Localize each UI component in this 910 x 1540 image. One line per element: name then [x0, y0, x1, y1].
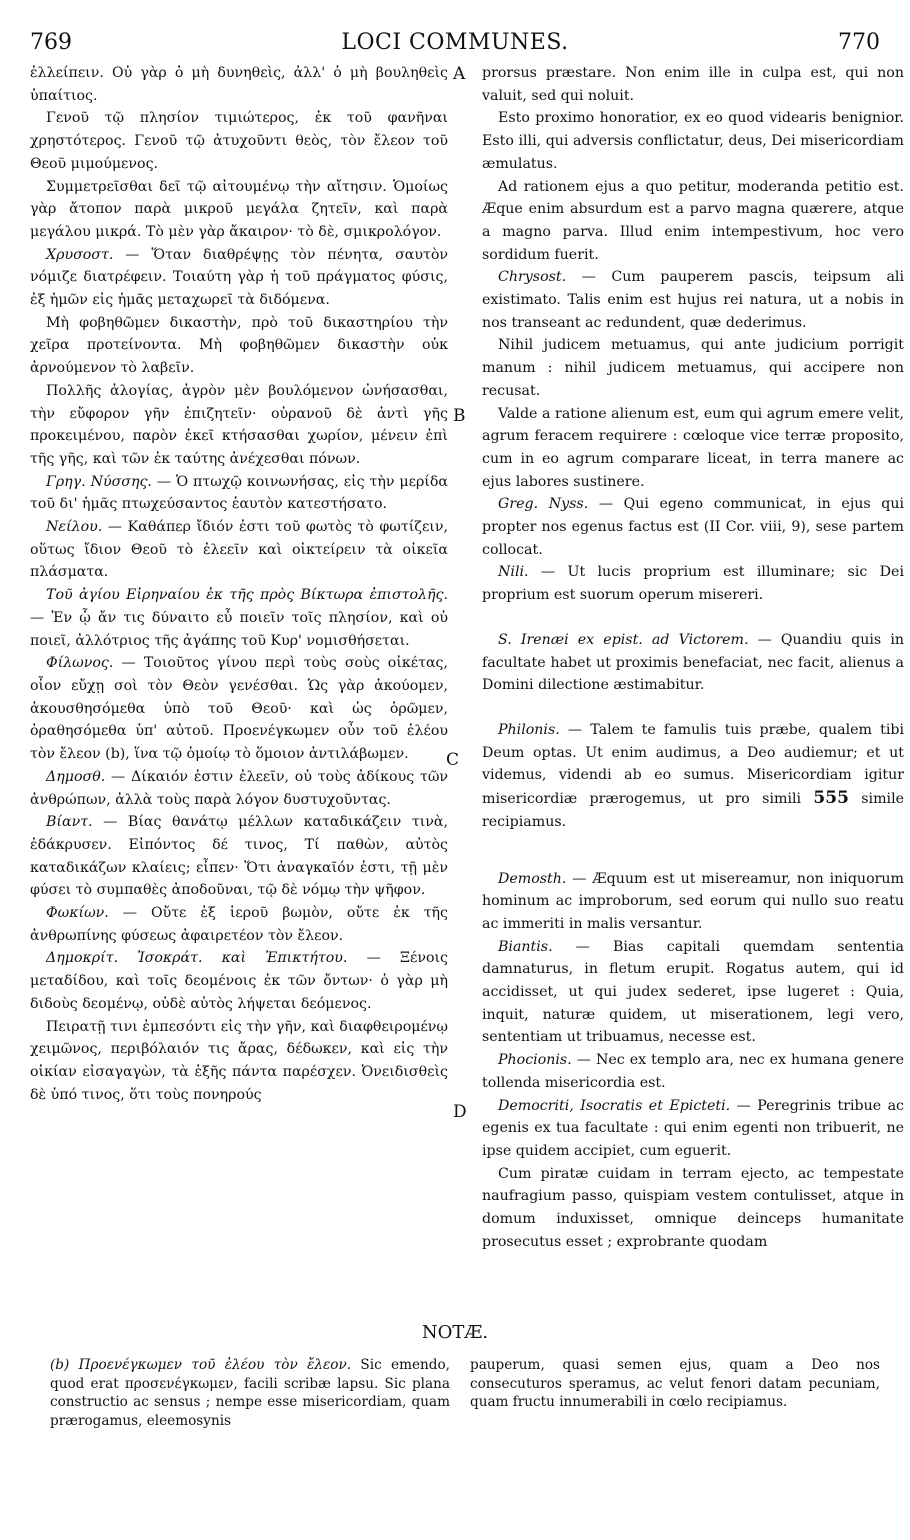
author-label: Nili. —	[498, 564, 568, 581]
margin-marker-b: B	[453, 406, 466, 426]
greek-paragraph: Γενοῦ τῷ πλησίον τιμιώτερος, ἐκ τοῦ φανῆναι χρηστότερος. Γενοῦ τῷ ἀτυχοῦντι θεὸς, τὸν ἔλεον τοῦ Θεοῦ μιμούμενος.	[30, 110, 448, 172]
latin-paragraph: Demosth. — Æquum est ut misereamur, non iniquorum hominum ac improborum, sed eorum qui nullo suo reatu ac immeriti in malis versantur.	[482, 870, 904, 932]
latin-paragraph: S. Irenæi ex epist. ad Victorem. — Quandiu quis in facultate habet ut proximis benefaciat, nec facit, alienus a Domini dilectione æstimabitur.	[482, 631, 904, 694]
latin-paragraph: Biantis. — Bias capitali quemdam sententia damnaturus, in fletum erupit. Rogatus autem, qui id accidisset, ut qui judex sederet, ipse lugeret : Quia, inquit, naturæ quidem, ut miserationem, legi vero, sententiam ut tribuamus, necesse est.	[482, 938, 904, 1046]
greek-paragraph: Χρυσοστ. — Ὅταν διαθρέψῃς τὸν πένητα, σαυτὸν νόμιζε διατρέφειν. Τοιαύτη γὰρ ἡ τοῦ πράγματος φύσις, ἐξ ἡμῶν εἰς ἡμᾶς μεταχωρεῖ τὰ διδόμενα.	[30, 246, 448, 309]
author-label: Νείλου. —	[46, 519, 128, 536]
latin-paragraph: Nihil judicem metuamus, qui ante judicium porrigit manum : nihil judicem metuamus, qui accipere non recusat.	[482, 337, 904, 399]
column-number: 555	[813, 788, 849, 809]
greek-paragraph: Συμμετρεῖσθαι δεῖ τῷ αἰτουμένῳ τὴν αἴτησιν. Ὁμοίως γὰρ ἄτοπον παρὰ μικροῦ μεγάλα ζητεῖν, καὶ παρὰ μεγάλου μικρά. Τὸ μὲν γὰρ ἄκαιρον· τὸ δὲ, σμικρολόγον.	[30, 178, 448, 240]
running-title: LOCI COMMUNES.	[341, 30, 569, 55]
greek-paragraph: Νείλου. — Καθάπερ ἴδιόν ἐστι τοῦ φωτὸς τὸ φωτίζειν, οὕτως ἴδιον Θεοῦ τὸ ἐλεεῖν καὶ οἰκτείρειν τὰ οἰκεῖα πλάσματα.	[30, 519, 448, 581]
greek-paragraph: Βίαντ. — Βίας θανάτῳ μέλλων καταδικάζειν τινὰ, ἐδάκρυσεν. Εἰπόντος δέ τινος, Τί παθὼν, αὐτὸς καταδικάζων κλαίεις; εἶπεν· Ὅτι ἀναγκαῖόν ἐστι, τῇ μὲν φύσει τὸ συμπαθὲς ἀποδοῦναι, τῷ δὲ νόμῳ τὴν ψῆφον.	[30, 814, 448, 899]
latin-paragraph: prorsus præstare. Non enim ille in culpa est, qui non valuit, sed qui noluit.	[482, 65, 904, 104]
margin-marker-c: C	[446, 750, 460, 770]
greek-paragraph: Πειρατῇ τινι ἐμπεσόντι εἰς τὴν γῆν, καὶ διαφθειρομένῳ χειμῶνος, περιβόλαιόν τις ἄρας, δέδωκεν, καὶ εἰς τὴν οἰκίαν εἰσαγαγὼν, τὰ ἑξῆς πάντα παρέσχεν. Ὀνειδισθεὶς δὲ ὑπό τινος, ὅτι τοὺς πονηρούς	[30, 1018, 448, 1103]
author-label: Greg. Nyss. —	[498, 496, 624, 513]
greek-paragraph: Μὴ φοβηθῶμεν δικαστὴν, πρὸ τοῦ δικαστηρίου τὴν χεῖρα προτείνοντα. Μὴ φοβηθῶμεν δικαστὴν οὐκ ἀρνούμενον τὸ λαβεῖν.	[30, 314, 448, 377]
greek-paragraph: Φίλωνος. — Τοιοῦτος γίνου περὶ τοὺς σοὺς οἰκέτας, οἷον εὔχῃ σοὶ τὸν Θεὸν γενέσθαι. Ὡς γὰρ ἀκούομεν, ἀκουσθησόμεθα ὑπὸ τοῦ Θεοῦ· καὶ ὡς ὁρῶμεν, ὀραθησόμεθα ὑπ' αὐτοῦ. Προενέγκωμεν οὖν τοῦ ἐλέου τὸν ἔλεον (b), ἵνα τῷ ὁμοίῳ τὸ ὅμοιον ἀντιλάβωμεν.	[30, 655, 448, 763]
author-label: Demosth. —	[498, 870, 593, 887]
right-page-number: 770	[838, 30, 880, 55]
latin-paragraph: Cum piratæ cuidam in terram ejecto, ac tempestate naufragium passo, quispiam vestem contulisset, atque in domum induxisset, omnique deinceps humanitate prosecutus esset ; exprobrante quodam	[482, 1165, 904, 1250]
author-label: Δημοκρίτ. Ἰσοκράτ. καὶ Ἐπικτήτου. —	[46, 950, 400, 967]
latin-paragraph: Valde a ratione alienum est, eum qui agrum emere velit, agrum feracem requirere : cœloque vice terræ proposito, cum in eo agrum comparare liceat, in terra manere ac ejus labores sustinere.	[482, 405, 904, 490]
author-label: Φίλωνος. —	[46, 655, 144, 672]
greek-paragraph: ἐλλείπειν. Οὐ γὰρ ὁ μὴ δυνηθεὶς, ἀλλ' ὁ μὴ βουληθεὶς ὑπαίτιος.	[30, 65, 448, 104]
margin-marker-a: A	[453, 64, 466, 84]
greek-paragraph: Τοῦ ἁγίου Εἰρηναίου ἐκ τῆς πρὸς Βίκτωρα ἐπιστολῆς. — Ἐν ᾧ ἄν τις δύναιτο εὖ ποιεῖν τοῖς πλησίον, καὶ οὐ ποιεῖ, ἀλλότριος τῆς ἀγάπης τοῦ Κυρ' νομισθήσεται.	[30, 587, 448, 649]
greek-column	[30, 62, 448, 1106]
margin-marker-d: D	[453, 1102, 467, 1122]
author-label: Democriti, Isocratis et Epicteti. —	[498, 1097, 758, 1114]
latin-paragraph: Esto proximo honoratior, ex eo quod videaris benignior. Esto illi, qui adversis conflictatur, deus, Dei misericordiam æmulatus.	[482, 110, 904, 172]
author-label: Chrysost. —	[498, 269, 612, 286]
spacer	[482, 697, 904, 719]
notes-heading: NOTÆ.	[421, 1322, 489, 1343]
left-page-number: 769	[30, 30, 72, 55]
greek-paragraph: Γρηγ. Νύσσης. — Ὁ πτωχῷ κοινωνήσας, εἰς τὴν μερίδα τοῦ δι' ἡμᾶς πτωχεύσαντος ἑαυτὸν κατεστήσατο.	[30, 473, 448, 513]
author-label: Τοῦ ἁγίου Εἰρηναίου ἐκ τῆς πρὸς Βίκτωρα ἐπιστολῆς. —	[30, 587, 448, 626]
author-label: S. Irenæi ex epist. ad Victorem. —	[498, 631, 781, 648]
latin-column	[482, 62, 904, 1253]
latin-paragraph: Greg. Nyss. — Qui egeno communicat, in ejus qui propter nos egenus factus est (II Cor. viii, 9), sese partem collocat.	[482, 496, 904, 558]
page-header	[30, 30, 880, 60]
author-label: Phocionis. —	[498, 1052, 596, 1069]
greek-paragraph: Φωκίων. — Οὔτε ἐξ ἱεροῦ βωμὸν, οὔτε ἐκ τῆς ἀνθρωπίνης φύσεως ἀφαιρετέον τὸν ἔλεον.	[30, 905, 449, 944]
greek-paragraph: Δημοκρίτ. Ἰσοκράτ. καὶ Ἐπικτήτου. — Ξένοις μεταδίδου, καὶ τοῖς δεομένοις ἐκ τῶν ὄντων· ὁ γὰρ μὴ διδοὺς δεομένῳ, οὐδὲ αὐτὸς λήψεται δεόμενος.	[30, 950, 448, 1012]
greek-paragraph: Δημοσθ. — Δίκαιόν ἐστιν ἐλεεῖν, οὐ τοὺς ἀδίκους τῶν ἀνθρώπων, ἀλλὰ τοὺς παρὰ λόγον δυστυχοῦντας.	[30, 768, 449, 808]
two-column-text	[30, 62, 904, 1322]
latin-paragraph: Ad rationem ejus a quo petitur, moderanda petitio est. Æque enim absurdum est a parvo magna quærere, atque a magno parva. Illud enim intempestivum, hoc vero sordidum fuerit.	[482, 178, 904, 263]
footnote-text: Sic emendo, quod erat προσενέγκωμεν, facili scribæ lapsu. Sic plana constructio ac sensus ; nempe esse misericordiam, quam prærogamus, eleemosynis	[50, 1357, 450, 1429]
author-label: Χρυσοστ. —	[46, 246, 152, 263]
author-label: Biantis. —	[498, 938, 613, 955]
footnote-left	[50, 1356, 450, 1430]
latin-paragraph: Democriti, Isocratis et Epicteti. — Peregrinis tribue ac egenis ex tua facultate : qui enim egenti non tribuerit, ne ipse quidem accipiet, cum eguerit.	[482, 1097, 904, 1159]
author-label: Βίαντ. —	[46, 814, 128, 831]
latin-paragraph: Philonis. — Talem te famulis tuis præbe, qualem tibi Deum optas. Ut enim audimus, a Deo audiemur; et ut videmus, videndi ab eo sumus. Misericordiam igitur misericordiæ prærogemus, ut pro simili 555 simile recipiamus.	[482, 721, 904, 830]
author-label: Δημοσθ. —	[46, 768, 132, 785]
latin-paragraph: Chrysost. — Cum pauperem pascis, teipsum ali existimato. Talis enim est hujus rei natura, ut a nobis in nos transeant ac redundent, quæ dederimus.	[482, 269, 904, 331]
spacer	[482, 607, 904, 629]
footnote-right: pauperum, quasi semen ejus, quam a Deo nos consecuturos speramus, ac velut fenori datam pecuniam, quam fructu innumerabili in cœlo recipiamus.	[470, 1357, 880, 1410]
spacer	[482, 834, 904, 868]
author-label: Γρηγ. Νύσσης. —	[46, 473, 176, 490]
author-label: Philonis. —	[498, 721, 591, 738]
footnote-lemma: (b) Προενέγκωμεν τοῦ ἐλέου τὸν ἔλεον.	[50, 1357, 352, 1373]
latin-paragraph: Nili. — Ut lucis proprium est illuminare; sic Dei proprium est suorum operum misereri.	[482, 564, 904, 604]
greek-paragraph: Πολλῆς ἀλογίας, ἀγρὸν μὲν βουλόμενον ὠνήσασθαι, τὴν εὔφορον γῆν ἐπιζητεῖν· οὐρανοῦ δὲ ἀντὶ γῆς προκειμένου, παρὸν ἐκεῖ κτήσασθαι χωρίον, μένειν ἐπὶ τῆς γῆς, καὶ τῶν ἐκ ταύτης ἀνέχεσθαι πόνων.	[30, 382, 448, 467]
latin-paragraph: Phocionis. — Nec ex templo ara, nec ex humana genere tollenda misericordia est.	[482, 1052, 904, 1091]
author-label: Φωκίων. —	[46, 905, 151, 922]
